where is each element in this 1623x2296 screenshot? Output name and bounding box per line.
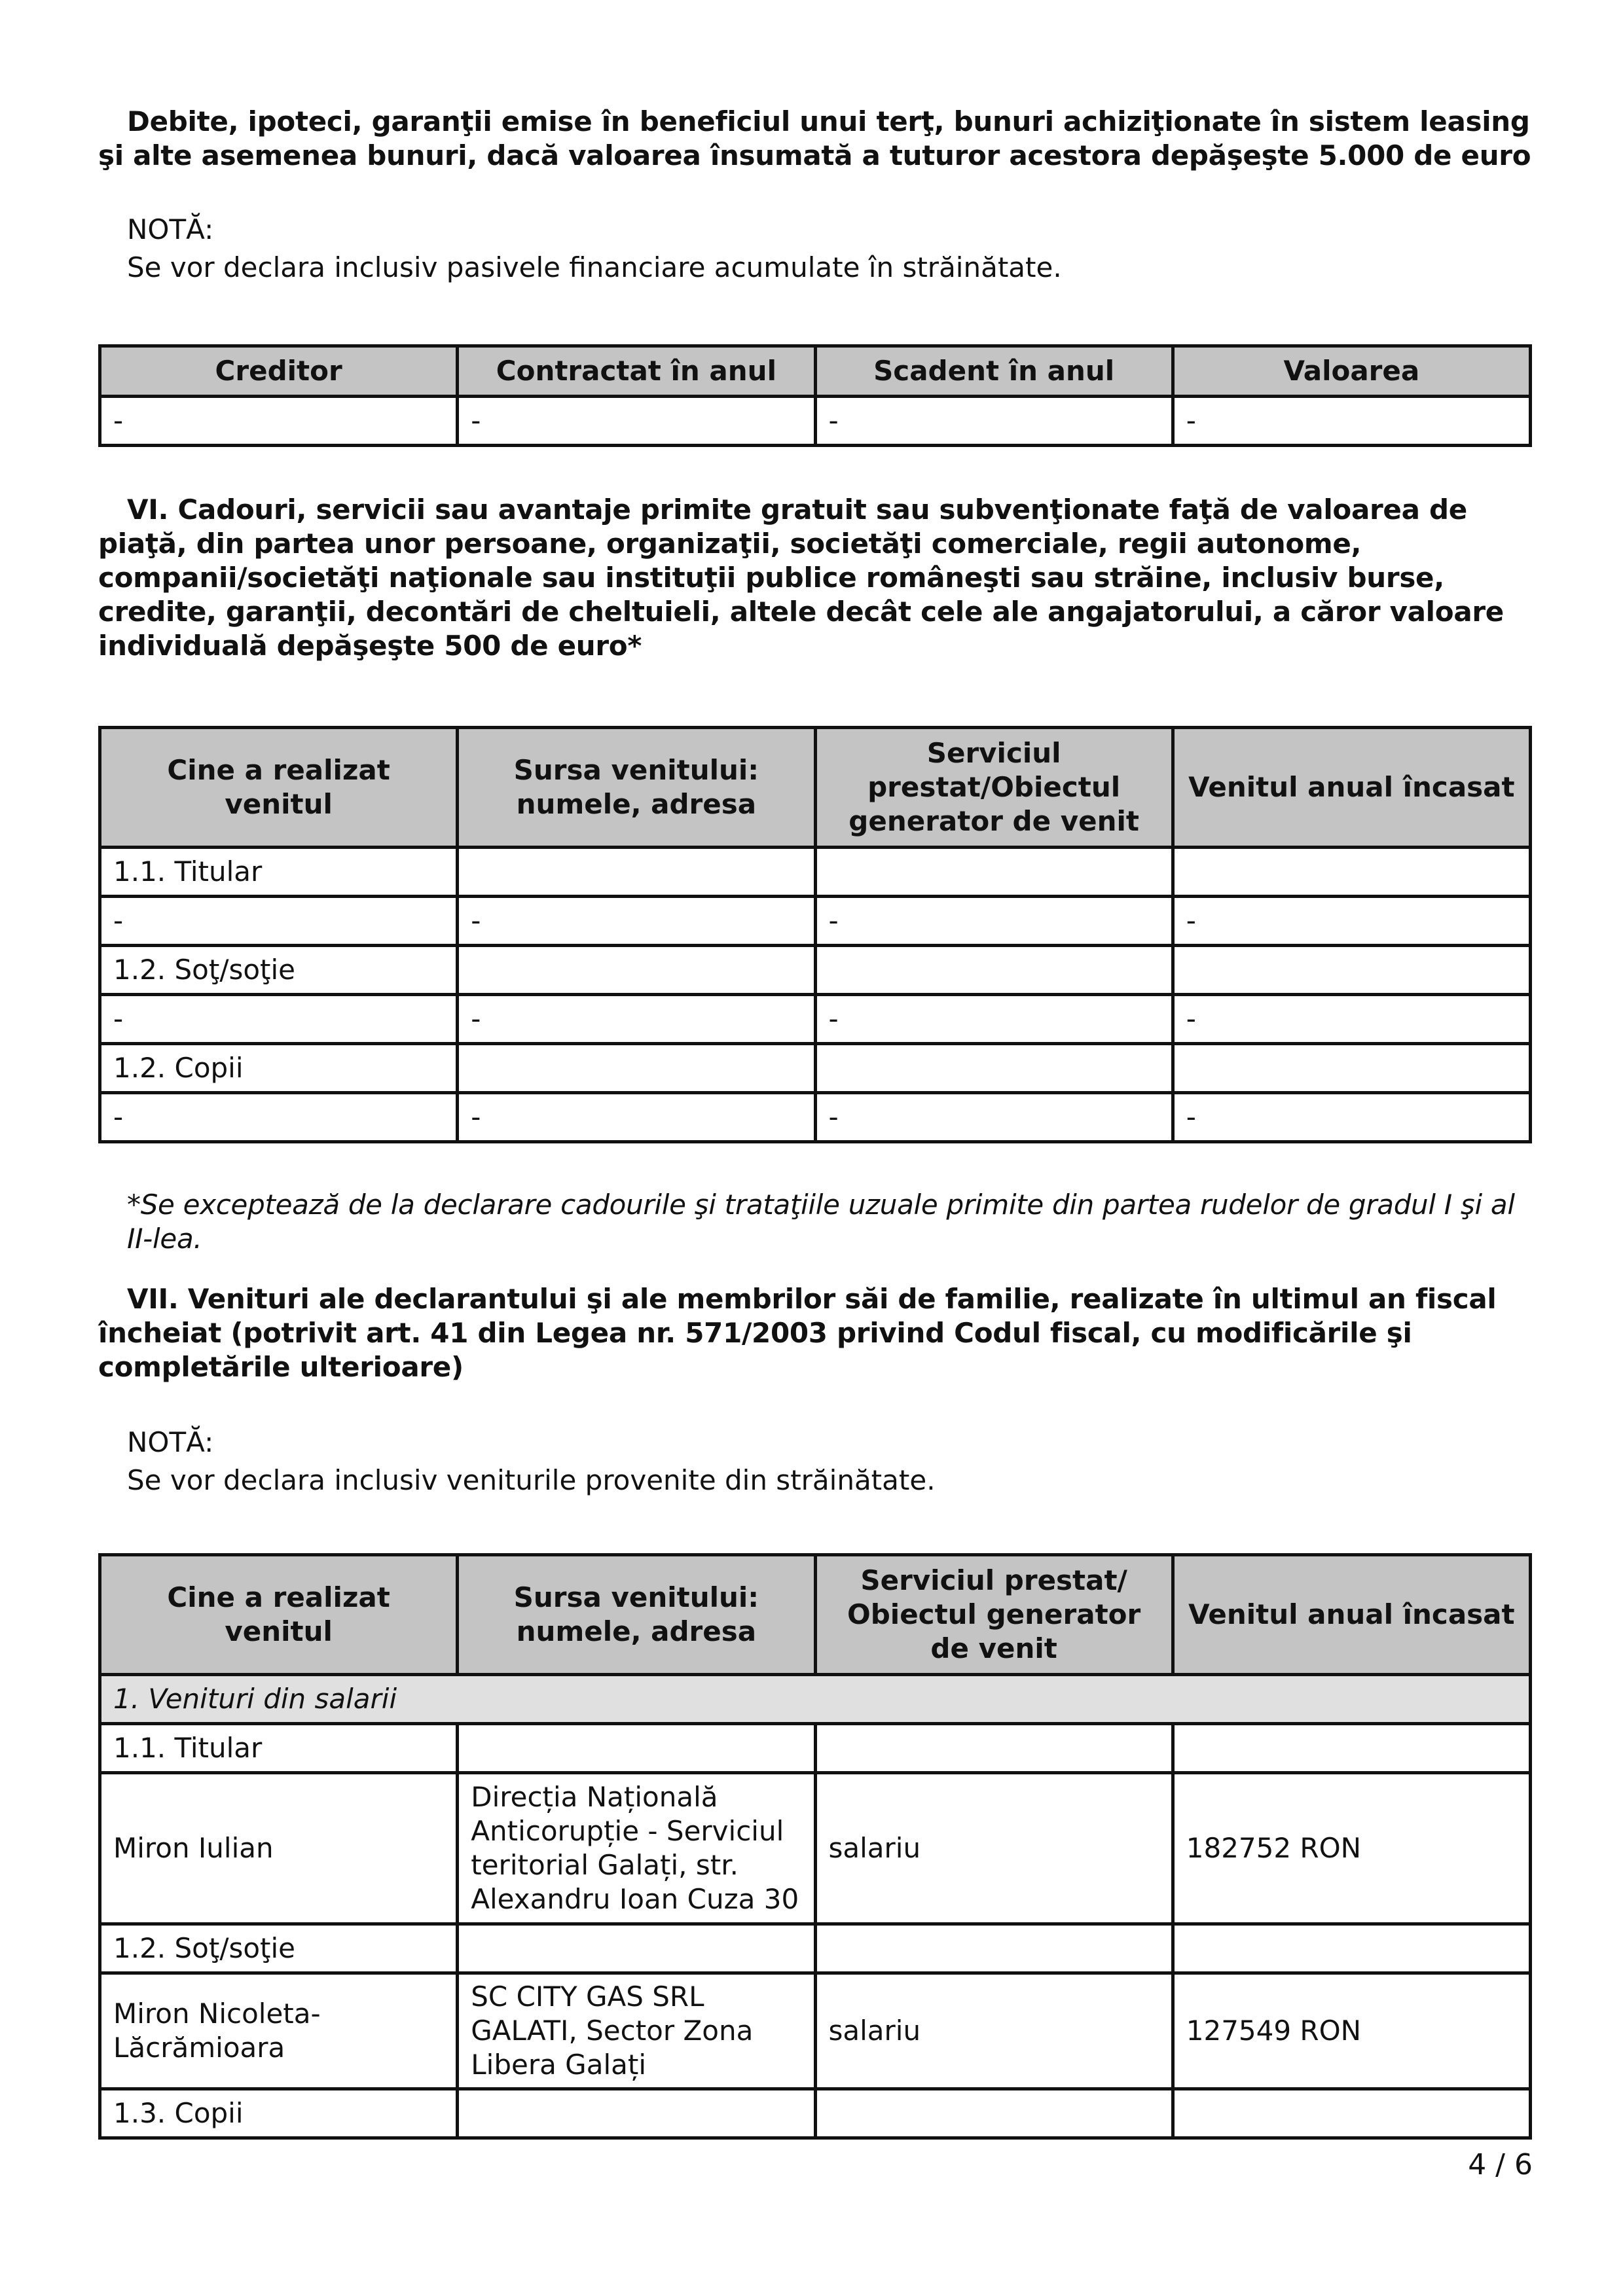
table-cell — [815, 946, 1173, 995]
table-row — [100, 946, 1531, 995]
table-row — [100, 1093, 1531, 1142]
table-row — [100, 1773, 1531, 1924]
section-v-heading: Debite, ipoteci, garanţii emise în beneficiul unui terţ, bunuri achiziţionate în sistem leasing şi alte asemenea bunuri, dacă valoarea însumată a tuturor acestora depăşeşte 5.000 de euro — [98, 105, 1531, 171]
table-cell: - — [1173, 897, 1530, 946]
table-row — [100, 1724, 1531, 1773]
table-row — [100, 848, 1531, 897]
table-cell: - — [815, 397, 1173, 446]
table-cell — [815, 2089, 1173, 2138]
column-header: Cine a realizat venitul — [100, 728, 458, 848]
table-cell: 182752 RON — [1173, 1773, 1530, 1924]
table-row — [100, 2089, 1531, 2138]
table-cell: 127549 RON — [1173, 1973, 1530, 2089]
table-cell: - — [815, 995, 1173, 1044]
section-label-salaries: 1. Venituri din salarii — [100, 1675, 1531, 1724]
table-cell — [1173, 1724, 1530, 1773]
table-cell — [815, 1044, 1173, 1093]
section-vii-note-label: NOTĂ: — [127, 1426, 214, 1458]
section-vii-note-text: Se vor declara inclusiv veniturile provenite din străinătate. — [127, 1464, 936, 1496]
column-header: Valoarea — [1173, 346, 1530, 397]
section-vii-heading: VII. Venituri ale declarantului şi ale membrilor săi de familie, realizate în ultimul an fiscal încheiat (potrivit art. 41 din Legea nr. 571/2003 privind Codul fiscal, cu modificările şi completările ulterioare) — [98, 1283, 1497, 1383]
column-header: Serviciul prestat/Obiectul generator de venit — [815, 728, 1173, 848]
table-cell: salariu — [815, 1973, 1173, 2089]
income-table — [98, 1553, 1532, 2140]
table-cell: - — [1173, 995, 1530, 1044]
table-row — [100, 1924, 1531, 1973]
table-cell: 1.2. Copii — [100, 1044, 458, 1093]
column-header: Scadent în anul — [815, 346, 1173, 397]
table-header-row — [100, 346, 1531, 397]
table-cell — [1173, 2089, 1530, 2138]
table-cell — [458, 848, 815, 897]
section-v-note-text: Se vor declara inclusiv pasivele financiare acumulate în străinătate. — [127, 251, 1062, 283]
gifts-footnote: *Se exceptează de la declarare cadourile şi trataţiile uzuale primite din partea rudelor de gradul I şi al II-lea. — [127, 1189, 1515, 1255]
table-cell: 1.2. Soţ/soţie — [100, 1924, 458, 1973]
table-cell: 1.1. Titular — [100, 1724, 458, 1773]
table-row — [100, 1973, 1531, 2089]
table-row — [100, 995, 1531, 1044]
table-cell — [458, 1724, 815, 1773]
table-cell — [458, 2089, 815, 2138]
table-cell: - — [100, 397, 458, 446]
table-cell: - — [458, 897, 815, 946]
table-cell — [1173, 848, 1530, 897]
table-cell — [458, 946, 815, 995]
table-cell — [1173, 946, 1530, 995]
table-cell: Direcția Națională Anticorupție - Serviciul teritorial Galați, str. Alexandru Ioan Cuza 30 — [458, 1773, 815, 1924]
table-cell — [458, 1044, 815, 1093]
debts-table — [98, 344, 1532, 447]
table-cell — [1173, 1044, 1530, 1093]
table-cell — [815, 848, 1173, 897]
column-header: Sursa venitului: numele, adresa — [458, 1555, 815, 1675]
document-page — [98, 105, 1532, 2140]
table-cell — [815, 1924, 1173, 1973]
table-cell — [1173, 1924, 1530, 1973]
table-header-row — [100, 728, 1531, 848]
table-cell: - — [815, 1093, 1173, 1142]
section-vi-heading: VI. Cadouri, servicii sau avantaje primite gratuit sau subvenţionate faţă de valoarea de piaţă, din partea unor persoane, organizaţii, societăţi comerciale, regii autonome, companii/societăţi naţionale sau instituţii publice româneşti sau străine, inclusiv burse, credite, garanţii, decontări de cheltuieli, altele decât cele ale angajatorului, a căror valoare individuală depăşeşte 500 de euro* — [98, 493, 1504, 662]
table-header-row — [100, 1555, 1531, 1675]
table-cell: SC CITY GAS SRL GALATI, Sector Zona Libera Galați — [458, 1973, 815, 2089]
table-row — [100, 397, 1531, 446]
table-cell: salariu — [815, 1773, 1173, 1924]
table-cell: - — [1173, 397, 1530, 446]
table-cell: - — [100, 897, 458, 946]
gifts-table — [98, 726, 1532, 1143]
table-cell: 1.2. Soţ/soţie — [100, 946, 458, 995]
table-row — [100, 1044, 1531, 1093]
table-cell: - — [458, 397, 815, 446]
table-cell — [815, 1724, 1173, 1773]
column-header: Venitul anual încasat — [1173, 1555, 1530, 1675]
table-cell: 1.1. Titular — [100, 848, 458, 897]
column-header: Venitul anual încasat — [1173, 728, 1530, 848]
table-cell: Miron Iulian — [100, 1773, 458, 1924]
table-cell: - — [458, 995, 815, 1044]
table-row — [100, 897, 1531, 946]
column-header: Cine a realizat venitul — [100, 1555, 458, 1675]
table-section-row — [100, 1675, 1531, 1724]
table-cell: Miron Nicoleta-Lăcrămioara — [100, 1973, 458, 2089]
column-header: Creditor — [100, 346, 458, 397]
table-cell: - — [815, 897, 1173, 946]
page-number: 4 / 6 — [1468, 2148, 1533, 2181]
table-cell — [458, 1924, 815, 1973]
column-header: Sursa venitului: numele, adresa — [458, 728, 815, 848]
table-cell: - — [100, 1093, 458, 1142]
table-cell: 1.3. Copii — [100, 2089, 458, 2138]
column-header: Serviciul prestat/ Obiectul generator de venit — [815, 1555, 1173, 1675]
table-cell: - — [458, 1093, 815, 1142]
column-header: Contractat în anul — [458, 346, 815, 397]
table-cell: - — [1173, 1093, 1530, 1142]
table-cell: - — [100, 995, 458, 1044]
section-v-note-label: NOTĂ: — [127, 213, 214, 245]
